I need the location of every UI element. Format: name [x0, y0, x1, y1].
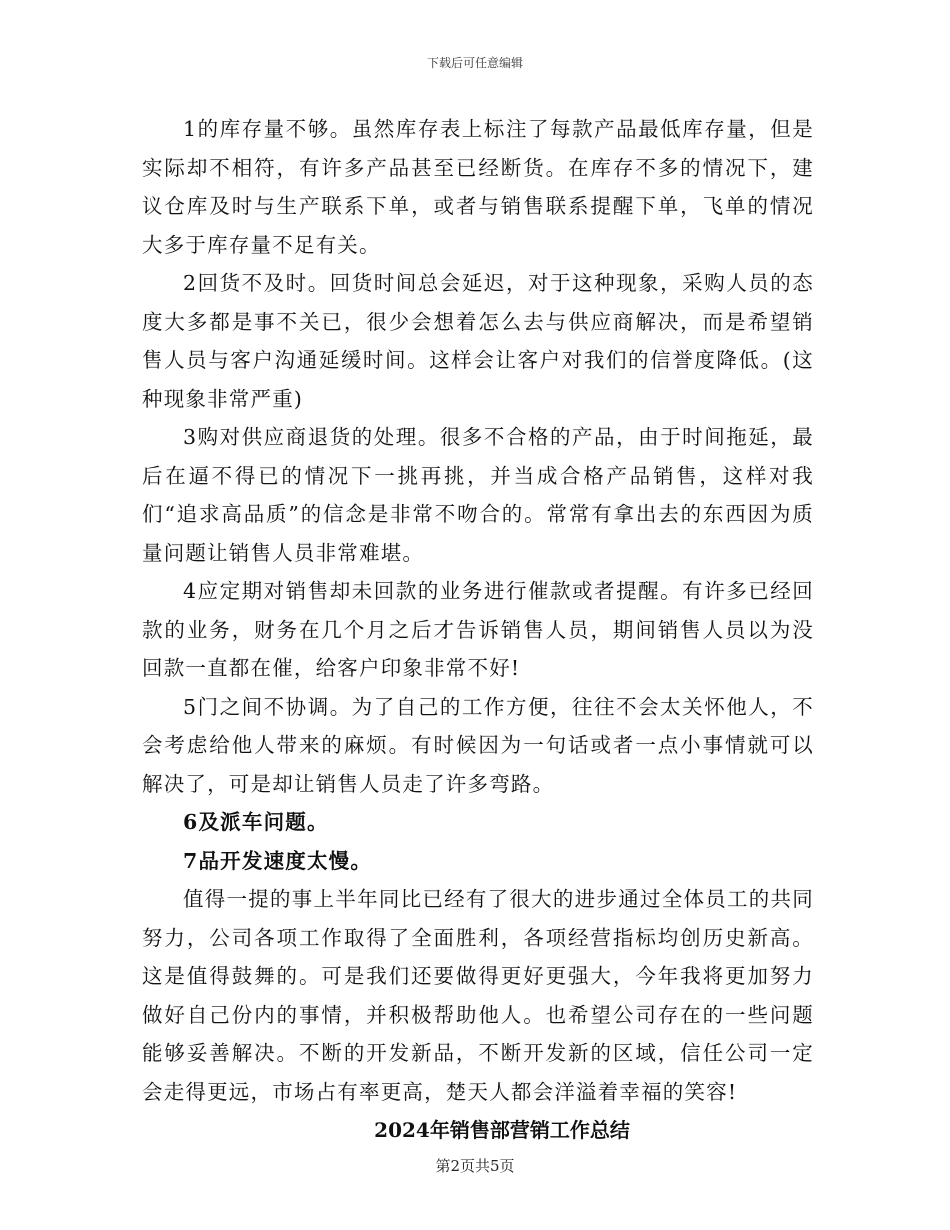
page-header-note: 下载后可任意编辑 — [426, 56, 523, 70]
document-body — [142, 110, 814, 1150]
paragraph-dispatch: 6及派车问题。 — [183, 810, 329, 834]
paragraph-coordination: 5门之间不协调。为了自己的工作方便，往往不会太关怀他人，不会考虑给他人带来的麻烦。有时候因为一句话或者一点小事情就可以解决了，可是却让销售人员走了许多弯路。 — [142, 694, 814, 796]
paragraph-inventory: 1的库存量不够。虽然库存表上标注了每款产品最低库存量，但是实际却不相符，有许多产品甚至已经断货。在库存不多的情况下，建议仓库及时与生产联系下单，或者与销售联系提醒下单，飞单的情况大多于库存量不足有关。 — [142, 117, 814, 257]
paragraph-collections: 4应定期对销售却未回款的业务进行催款或者提醒。有许多已经回款的业务，财务在几个月之后才告诉销售人员，期间销售人员以为没回款一直都在催，给客户印象非常不好! — [142, 579, 814, 680]
paragraph-returns: 3购对供应商退货的处理。很多不合格的产品，由于时间拖延，最后在逼不得已的情况下一挑再挑，并当成合格产品销售，这样对我们“追求高品质”的信念是非常不吻合的。常常有拿出去的东西因为质量问题让销售人员非常难堪。 — [142, 425, 814, 565]
page-number: 第2页共5页 — [435, 1157, 515, 1175]
paragraph-conclusion: 值得一提的事上半年同比已经有了很大的进步通过全体员工的共同努力，公司各项工作取得了全面胜利，各项经营指标均创历史新高。这是值得鼓舞的。可是我们还要做得更好更强大，今年我将更加努力做好自己份内的事情，并积极帮助他人。也希望公司存在的一些问题能够妥善解决。不断的开发新品，不断开发新的区域，信任公司一定会走得更远，市场占有率更高，楚天人都会洋溢着幸福的笑容! — [142, 887, 814, 1104]
paragraph-development: 7品开发速度太慢。 — [183, 848, 373, 873]
paragraph-delivery: 2回货不及时。回货时间总会延迟，对于这种现象，采购人员的态度大多都是事不关已，很少会想着怎么去与供应商解决，而是希望销售人员与客户沟通延缓时间。这样会让客户对我们的信誉度降低。(这种现象非常严重) — [142, 271, 814, 411]
section-title: 2024年销售部营销工作总结 — [374, 1118, 630, 1142]
